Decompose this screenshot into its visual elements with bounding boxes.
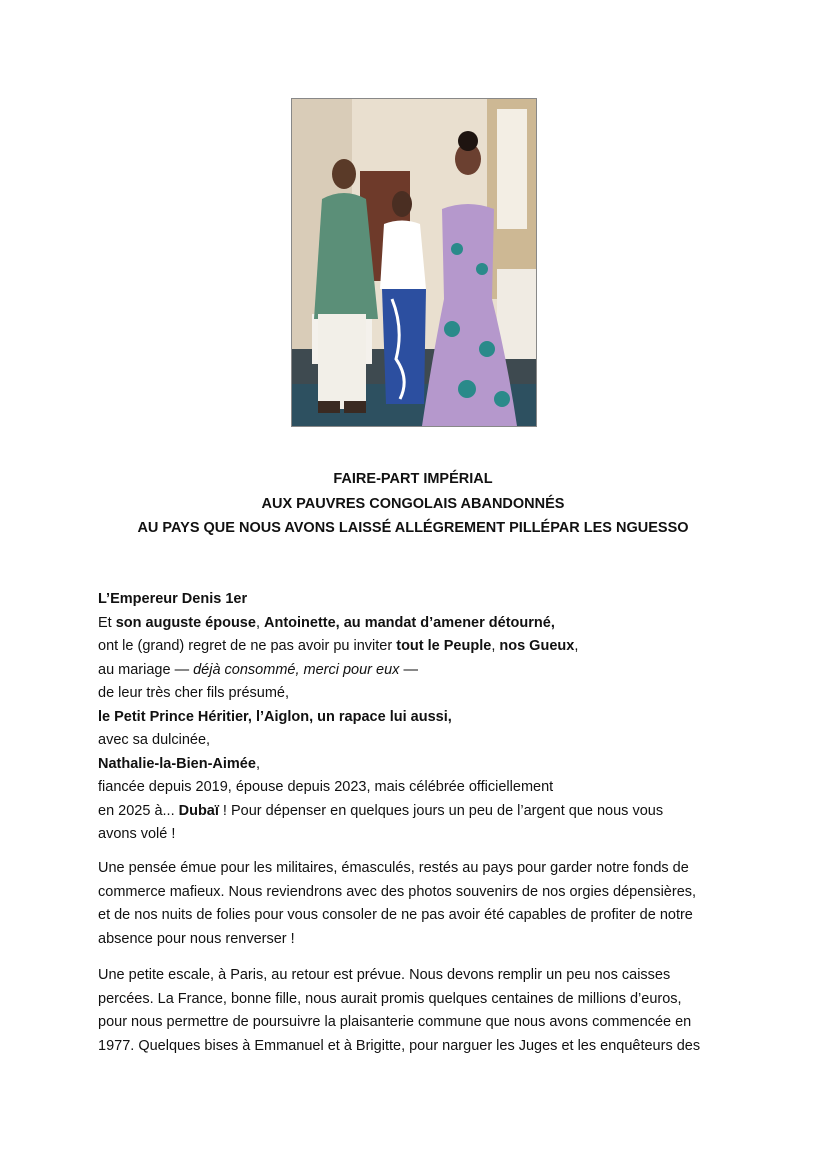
page-title — [100, 467, 726, 541]
announcement-line: avec sa dulcinée, — [98, 732, 211, 748]
announcement-line: en 2025 à... Dubaï ! Pour dépenser en quelques jours un peu de l’argent que nous vous — [98, 802, 664, 819]
paragraph-3 — [98, 964, 728, 1058]
paragraph-2 — [98, 857, 728, 951]
announcement — [98, 588, 738, 847]
title-line-2: AUX PAUVRES CONGOLAIS ABANDONNÉS — [261, 495, 565, 512]
emperor-name: L’Empereur Denis 1er — [98, 591, 248, 607]
announcement-line: avons volé ! — [98, 826, 176, 842]
announcement-line: fiancée depuis 2019, épouse depuis 2023, mais célébrée officiellement — [98, 779, 554, 795]
photo-illustration — [292, 99, 536, 426]
announcement-line: Et son auguste épouse, Antoinette, au mandat d’amener détourné, — [98, 614, 555, 631]
paragraph-line: percées. La France, bonne fille, nous aurait promis quelques centaines de millions d’euros, — [98, 990, 682, 1007]
paragraph-line: Une petite escale, à Paris, au retour est prévue. Nous devons remplir un peu nos caisses — [98, 967, 671, 983]
title-line-1: FAIRE-PART IMPÉRIAL — [333, 471, 493, 487]
announcement-line: ont le (grand) regret de ne pas avoir pu inviter tout le Peuple, nos Gueux, — [98, 638, 579, 654]
paragraph-line: absence pour nous renverser ! — [98, 930, 295, 947]
photo — [291, 98, 537, 427]
announcement-line — [98, 588, 738, 612]
announcement-line: au mariage — déjà consommé, merci pour eux — — [98, 661, 418, 678]
paragraph-line: pour nous permettre de poursuivre la plaisanterie commune que nous avons commencée en — [98, 1014, 692, 1030]
title-line-3: AU PAYS QUE NOUS AVONS LAISSÉ ALLÉGREMENT PILLÉPAR LES NGUESSO — [137, 520, 689, 536]
paragraph-line: et de nos nuits de folies pour vous consoler de ne pas avoir été capables de profiter de notre — [98, 907, 693, 923]
announcement-line: Nathalie-la-Bien-Aimée, — [98, 755, 260, 772]
announcement-line: de leur très cher fils présumé, — [98, 685, 289, 701]
paragraph-line: 1977. Quelques bises à Emmanuel et à Brigitte, pour narguer les Juges et les enquêteurs des — [98, 1037, 701, 1054]
paragraph-line: Une pensée émue pour les militaires, émasculés, restés au pays pour garder notre fonds de — [98, 860, 689, 876]
announcement-line: le Petit Prince Héritier, l’Aiglon, un rapace lui aussi, — [98, 708, 452, 725]
paragraph-line: commerce mafieux. Nous reviendrons avec des photos souvenirs de nos orgies dépensières, — [98, 883, 697, 900]
